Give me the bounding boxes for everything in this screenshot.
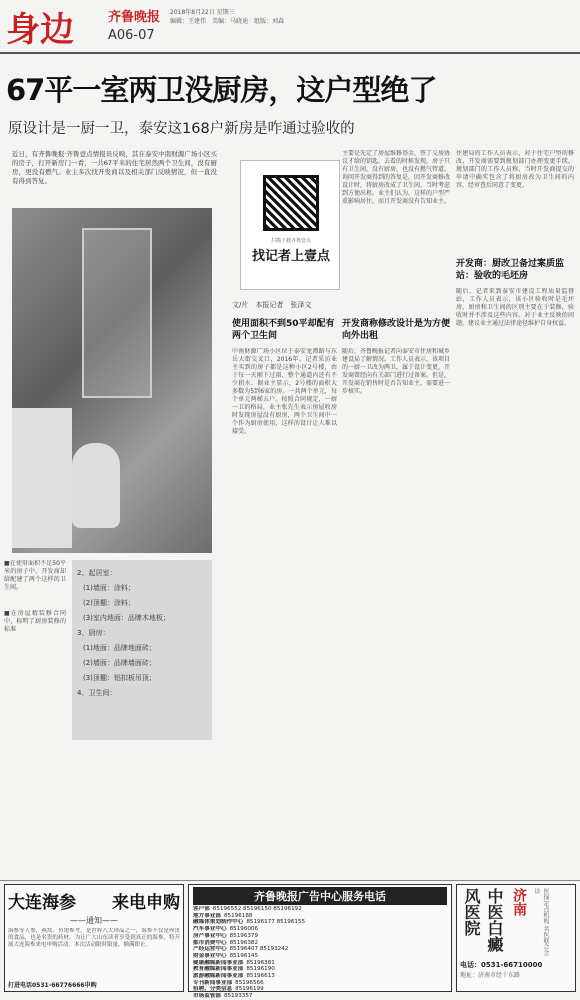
- section-title: 身边: [6, 10, 74, 50]
- contract-photo: [72, 560, 212, 740]
- qr-box: [240, 160, 340, 290]
- service-row: [193, 960, 447, 967]
- ad-title-1: 大连海参: [8, 893, 76, 913]
- service-tel: 85196177 85196155: [246, 919, 306, 926]
- ad-sea-cucumber[interactable]: [4, 884, 184, 992]
- service-name: 融媒体策划制作中心: [193, 919, 244, 926]
- contract-line: 4、卫生间：: [77, 689, 117, 697]
- service-tel: 85196188: [223, 912, 253, 919]
- service-tel: 85196199: [235, 986, 264, 993]
- contract-line: (1)地面：品牌地面砖；: [83, 644, 156, 652]
- service-row: [193, 946, 447, 953]
- issue-date: 2018年8月22日 星期三: [170, 9, 235, 16]
- service-row: [193, 966, 447, 973]
- subheadline: 原设计是一厨一卫，泰安这168户新房是咋通过验收的: [8, 121, 355, 137]
- wall-tiles: [12, 408, 72, 548]
- subheading-2: 开发商称修改设计是为方便向外出租: [342, 319, 451, 341]
- contract-line: (2)顶棚：涂料；: [83, 599, 135, 607]
- hospital-name: 中医白癜风医院: [462, 888, 504, 952]
- ad-text: 海参等人参，燕窝，鱼翅参考，是世界八大珍品之一，海参不仅是珍贵的食品，也是名贵的药材。为让广大山东读者享受到真正的海参，特开展大连海参来电申购活动。本次活动限时限量，额满即止。: [8, 928, 180, 948]
- lead-paragraph: 近日，有齐鲁晚报·齐鲁壹点情报员反映，其在泰安中南财源广场小区买的房子，打开新房门一看，一共67平米的住宅居然两个卫生间，没有厨房，更没有燃气。业主多次找开发商以及相关部门反映情况，但一直没有得到答复。: [12, 150, 217, 185]
- service-name: 教育融媒新闻事业部: [193, 966, 244, 973]
- ad-phone: 打进电话0531-66776666申购: [8, 982, 97, 989]
- service-name: 都市消费中心: [193, 939, 227, 946]
- ad-service-center: [188, 884, 452, 1000]
- service-row: [193, 980, 447, 987]
- service-list: [193, 906, 447, 1000]
- byline: 文/片 本报记者 张泽文: [232, 301, 312, 309]
- contract-line: (3)顶棚：铝扣板吊顶；: [83, 674, 156, 682]
- bathroom-photo: [12, 208, 212, 553]
- contract-line: (1)墙面：涂料；: [83, 584, 135, 592]
- column-text-4: 住建局的工作人员表示，对于住宅户型的修改，开发商需要到规划部门办理变更手续。规划部门的工作人员称，当时开发商提交的申请中确实包含了将厨房改为卫生间的内容，经审查后同意了变更。: [456, 150, 574, 189]
- contract-heading: 2、起居室：: [77, 569, 117, 577]
- service-row: [193, 913, 447, 920]
- ad-title-2: 来电申购: [112, 893, 180, 913]
- service-row: [193, 933, 447, 940]
- contract-line: 3、厨房：: [77, 629, 110, 637]
- contract-line: (3)室内地面：品牌木地板；: [83, 614, 170, 622]
- page-number: A06-07: [108, 28, 155, 43]
- shower-enclosure: [82, 228, 152, 398]
- hospital-phone: 电话：0531-66710000: [460, 961, 543, 969]
- paper-name: 齐鲁晚报: [108, 10, 161, 25]
- caption-bathroom: ■在使用面积不足50平米的房子中，开发商却给配建了两个这样的卫生间。: [4, 560, 66, 591]
- toilet: [72, 443, 120, 528]
- qr-scan-text: 扫描下载齐鲁壹点: [270, 238, 311, 244]
- service-tel: 85196381: [246, 959, 275, 966]
- ad-hospital[interactable]: [456, 884, 576, 992]
- service-tel: 85196407 85193242: [229, 946, 289, 953]
- service-name: 地方事业部: [193, 912, 221, 919]
- subheading-1: 使用面积不到50平却配有两个卫生间: [232, 319, 335, 341]
- column-text-1: 中南财源广场小区位于泰安龙潭路与东岳大街交叉口，2016年，记者采访业主买到的房子都是这种小区2号楼，由于每一天刚下过雨，整个通道内还有不少积水。据业主显示，2号楼的面积大多数为5到6家的房。一共两个单元，每个单元两梯五户。按照合同规定，一厨一卫的格局，业主张先生表示房屋收房时发现房屋没有厨房，两个卫生间中一个作为厨房使用，这样的设计让人难以接受。: [232, 348, 337, 435]
- column-text-2: 主要是先定了房屋维修基金，签了交房协议才给的钥匙。去看的时候发现，房子只有卫生间，没有厨房，也没有燃气管道。询问开发商得到的答复是，因开发商修改设计时，将厨房改成了卫生间，当时考虑到方便出租。业主们认为，这样的户型严重影响居住，而且开发商没有告知业主。: [342, 150, 450, 205]
- column-text-5: 随后，记者来到泰安市建设工程质量监督站，工作人员表示，该小区验收时是毛坯房，厨房和卫生间的区别主要在于装修，验收时并不涉及这些内容。对于业主反映的问题，建议业主通过法律途径维护自身权益。: [456, 288, 574, 327]
- service-name: 房产事业中心: [193, 932, 227, 939]
- service-name: 市场监管部: [193, 993, 221, 1000]
- service-name: 产经运营中心: [193, 946, 227, 953]
- service-name: 财金事业中心: [193, 952, 227, 959]
- service-row: [193, 973, 447, 980]
- service-name: 客户部: [193, 906, 210, 912]
- caption-contract: ■在房屋精装修合同中，标明了厨房装修的标准: [4, 610, 66, 633]
- service-row: [193, 926, 447, 933]
- hospital-slogan: 医保定点机构 名医联合会诊: [533, 888, 549, 956]
- ad-center-title: 齐鲁晚报广告中心服务电话: [193, 887, 447, 905]
- headline: 67平一室两卫没厨房，这户型绝了: [6, 73, 437, 107]
- qr-code[interactable]: [263, 175, 319, 231]
- service-row: [193, 919, 447, 926]
- service-name: 旅游融媒新闻事业部: [193, 973, 244, 980]
- hospital-address: 地址：济南市经十东路: [460, 972, 521, 979]
- ad-subtitle: ——通知——: [70, 916, 118, 925]
- service-name: 专刊新闻事业部: [193, 979, 233, 986]
- service-tel: 85196382: [229, 939, 259, 946]
- subheading-3: 开发商：厨改卫备过案质监站：验收的毛坯房: [456, 259, 565, 281]
- service-row: [193, 906, 447, 913]
- service-tel: 85196190: [246, 966, 275, 973]
- divider: [0, 880, 580, 881]
- service-tel: 85196006: [229, 926, 259, 933]
- service-tel: 85196552 85196150 85196192: [212, 906, 302, 912]
- find-reporter-label: 找记者上壹点: [251, 249, 330, 264]
- service-tel: 85196379: [229, 932, 259, 939]
- service-row: [193, 940, 447, 947]
- service-row: [193, 986, 447, 993]
- service-tel: 85193357: [223, 993, 253, 1000]
- service-name: 汽车事业中心: [193, 926, 227, 933]
- hospital-city: 济南: [511, 888, 527, 916]
- service-row: [193, 953, 447, 960]
- service-name: 招聘、分类信息: [193, 986, 233, 993]
- service-tel: 85196145: [229, 952, 259, 959]
- service-name: 健康融媒新闻事业部: [193, 959, 244, 966]
- divider: [0, 52, 580, 54]
- service-tel: 85196566: [235, 979, 264, 986]
- service-tel: 85196613: [246, 973, 275, 980]
- service-row: [193, 993, 447, 1000]
- column-text-3: 随后，齐鲁晚报记者向泰安市住房和城乡建设局了解情况。工作人员表示，该项目的一厨一卫改为两卫，属于设计变更，开发商曾经向有关部门进行过备案。但是，开发商在销售时是否告知业主，需要进一步核实。: [342, 348, 450, 395]
- contract-line: (2)墙面：品牌墙面砖；: [83, 659, 156, 667]
- editors: 编辑：王建伟 美编：马晓迪 组版：刘森: [170, 18, 285, 25]
